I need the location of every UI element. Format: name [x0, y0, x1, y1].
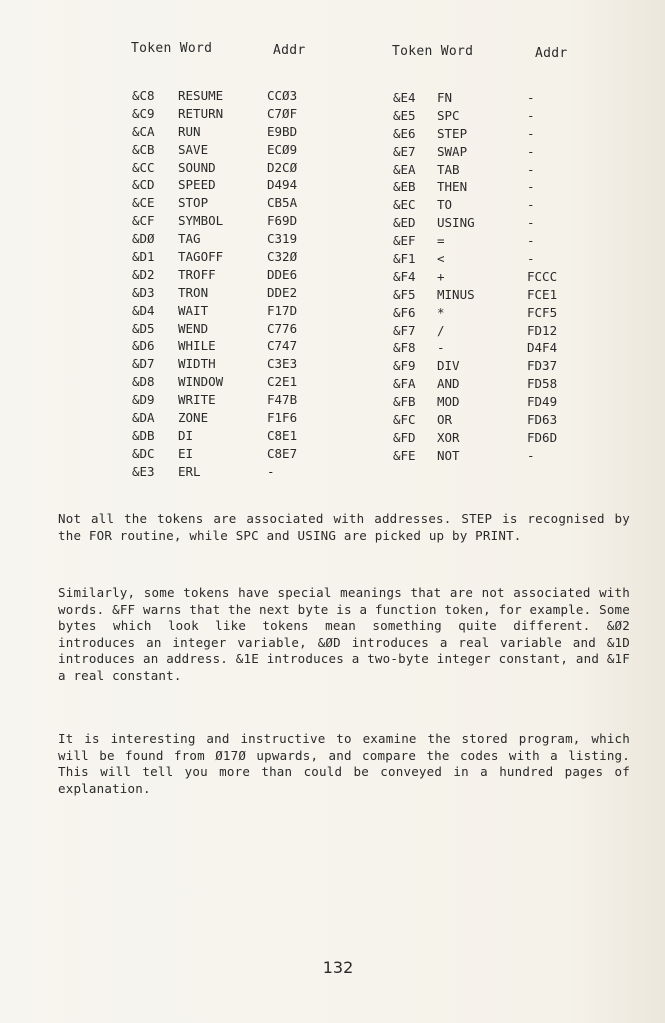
right-table-row-word: AND — [437, 376, 460, 392]
left-table-row-token: &D3 — [132, 284, 155, 300]
paragraph-stored-program: It is interesting and instructive to examine the stored program, which will be found from Ø17Ø upwards, and compare the codes with a listing. This will tell you more than could be conveyed in a hundred pages of explanation. — [58, 731, 630, 796]
right-table-word-column — [437, 89, 475, 465]
right-table-row-word: STEP — [437, 125, 468, 141]
right-table-row-token: &E5 — [393, 107, 416, 123]
left-table-row-word: WIDTH — [178, 356, 216, 372]
left-table-row-word: TAG — [178, 231, 201, 247]
left-table-row-token: &CC — [132, 159, 155, 175]
right-table-row-word: MINUS — [437, 286, 475, 302]
right-table-row-addr: FCE1 — [527, 286, 558, 302]
left-table-row-word: RUN — [178, 123, 201, 139]
right-table-row-word: = — [437, 233, 445, 249]
left-table-row-addr: DDE6 — [267, 266, 298, 282]
right-table-row-token: &F1 — [393, 251, 416, 267]
right-table-row-addr: FD49 — [527, 394, 558, 410]
right-table-row-word: < — [437, 251, 445, 267]
left-table-row-addr: C2E1 — [267, 374, 298, 390]
left-table-row-addr: F69D — [267, 213, 298, 229]
right-header-addr: Addr — [535, 46, 568, 61]
right-table-row-addr: - — [527, 90, 535, 105]
right-table-row-token: &F6 — [393, 304, 416, 320]
left-table-row-word: ZONE — [178, 410, 209, 426]
right-table-row-token: &F9 — [393, 358, 416, 374]
right-table-row-word: * — [437, 304, 445, 320]
left-table-row-word: SAVE — [178, 141, 209, 157]
right-table-row-addr: - — [527, 197, 535, 213]
left-table-row-addr: CCØ3 — [267, 88, 298, 103]
left-table-row-addr: F17D — [267, 302, 298, 318]
left-table-row-word: TAGOFF — [178, 249, 224, 265]
right-table-row-addr: - — [527, 125, 535, 141]
left-table-row-token: &D2 — [132, 266, 155, 282]
right-table-row-addr: - — [527, 107, 535, 123]
right-table-row-token: &E4 — [393, 90, 416, 105]
left-header-addr: Addr — [273, 43, 306, 58]
left-table-row-addr: ECØ9 — [267, 141, 298, 157]
left-table-row-token: &D9 — [132, 392, 155, 408]
left-table-row-word: STOP — [178, 195, 209, 211]
right-table-row-word: TO — [437, 197, 453, 213]
left-table-row-word: SYMBOL — [178, 213, 224, 229]
right-table-row-word: XOR — [437, 429, 460, 445]
left-table-row-token: &DC — [132, 445, 155, 461]
left-table-row-token: &DB — [132, 427, 155, 443]
right-table-row-token: &FA — [393, 376, 416, 392]
right-table-token-column — [393, 89, 416, 465]
left-table-row-addr: C8E1 — [267, 427, 298, 443]
left-table-row-word: WRITE — [178, 392, 216, 408]
right-table-row-addr: - — [527, 215, 535, 231]
left-table-row-token: &C9 — [132, 105, 155, 121]
left-table-row-token: &D5 — [132, 320, 155, 336]
left-table-row-addr: C32Ø — [267, 249, 298, 265]
right-table-row-token: &FD — [393, 429, 416, 445]
left-table-row-word: EI — [178, 445, 194, 461]
right-table-row-addr: FCCC — [527, 268, 558, 284]
left-table-row-word: WEND — [178, 320, 209, 336]
left-table-row-word: WAIT — [178, 302, 209, 318]
right-table-row-addr: FCF5 — [527, 304, 558, 320]
right-table-row-word: USING — [437, 215, 475, 231]
page-number: 132 — [322, 958, 354, 977]
right-table-row-word: TAB — [437, 161, 460, 177]
right-table-row-addr: - — [527, 143, 535, 159]
left-table-row-token: &CE — [132, 195, 155, 211]
left-table-addr-column — [267, 87, 297, 481]
left-table-row-token: &D6 — [132, 338, 155, 354]
left-table-row-word: TROFF — [178, 266, 216, 282]
left-table-row-addr: - — [267, 463, 275, 479]
left-table-row-word: SOUND — [178, 159, 216, 175]
left-table-row-addr: C319 — [267, 231, 298, 247]
right-table-row-token: &FB — [393, 394, 416, 410]
right-table-row-addr: D4F4 — [527, 340, 558, 356]
right-table-row-word: / — [437, 322, 445, 338]
left-table-row-addr: C3E3 — [267, 356, 298, 372]
left-table-row-addr: D2CØ — [267, 159, 298, 175]
left-table-row-token: &DA — [132, 410, 155, 426]
right-table-addr-column — [527, 89, 557, 465]
right-table-row-token: &EB — [393, 179, 416, 195]
right-table-row-word: FN — [437, 90, 453, 105]
right-table-row-addr: FD63 — [527, 412, 558, 428]
left-table-row-addr: DDE2 — [267, 284, 298, 300]
left-table-row-addr: F1F6 — [267, 410, 298, 426]
right-table-row-word: - — [437, 340, 445, 356]
left-table-row-addr: C8E7 — [267, 445, 298, 461]
left-table-row-token: &CA — [132, 123, 155, 139]
left-table-row-token: &DØ — [132, 231, 155, 247]
left-table-row-addr: C7ØF — [267, 105, 298, 121]
right-table-row-addr: FD6D — [527, 429, 558, 445]
left-table-row-word: WINDOW — [178, 374, 224, 390]
right-table-row-addr: - — [527, 179, 535, 195]
left-table-row-token: &CB — [132, 141, 155, 157]
left-table-row-token: &D1 — [132, 249, 155, 265]
right-table-row-word: SPC — [437, 107, 460, 123]
right-table-row-word: OR — [437, 412, 453, 428]
left-table-row-token: &D7 — [132, 356, 155, 372]
right-table-row-token: &E6 — [393, 125, 416, 141]
left-table-row-addr: CB5A — [267, 195, 298, 211]
left-table-row-addr: D494 — [267, 177, 298, 193]
right-table-row-token: &FC — [393, 412, 416, 428]
left-table-row-word: WHILE — [178, 338, 216, 354]
left-table-row-token: &C8 — [132, 88, 155, 103]
right-table-row-word: NOT — [437, 447, 460, 463]
right-table-row-addr: - — [527, 233, 535, 249]
left-table-row-addr: E9BD — [267, 123, 298, 139]
right-table-row-token: &F7 — [393, 322, 416, 338]
right-table-row-token: &F4 — [393, 268, 416, 284]
right-table-row-token: &E7 — [393, 143, 416, 159]
right-table-row-token: &EC — [393, 197, 416, 213]
right-table-row-token: &EA — [393, 161, 416, 177]
left-table-row-addr: C776 — [267, 320, 298, 336]
right-table-row-addr: - — [527, 447, 535, 463]
paragraph-addresses: Not all the tokens are associated with addresses. STEP is recognised by the FOR routine, while SPC and USING are picked up by PRINT. — [58, 511, 630, 543]
right-table-row-addr: - — [527, 161, 535, 177]
left-table-row-token: &D8 — [132, 374, 155, 390]
right-table-row-token: &EF — [393, 233, 416, 249]
left-table-row-addr: C747 — [267, 338, 298, 354]
left-table-row-addr: F47B — [267, 392, 298, 408]
right-table-row-word: DIV — [437, 358, 460, 374]
right-table-row-token: &F8 — [393, 340, 416, 356]
right-table-row-addr: FD58 — [527, 376, 558, 392]
left-table-row-token: &D4 — [132, 302, 155, 318]
right-table-row-token: &F5 — [393, 286, 416, 302]
left-table-row-token: &E3 — [132, 463, 155, 479]
left-table-row-token: &CD — [132, 177, 155, 193]
right-table-row-word: THEN — [437, 179, 468, 195]
left-table-token-column — [132, 87, 155, 481]
left-table-row-word: DI — [178, 427, 194, 443]
left-table-row-word: TRON — [178, 284, 209, 300]
left-table-word-column — [178, 87, 223, 481]
right-table-row-word: MOD — [437, 394, 460, 410]
paragraph-special-meanings: Similarly, some tokens have special meanings that are not associated with words. &FF warns that the next byte is a function token, for example. Some bytes which look like tokens mean something quite different. &Ø2 introduces an integer variable, &ØD introduces a real variable and &1D introduces an address. &1E introduces a two-byte integer constant, and &1F a real constant. — [58, 585, 630, 683]
right-header-token-word: Token Word — [392, 44, 474, 59]
left-table-row-word: SPEED — [178, 177, 216, 193]
left-table-row-word: RESUME — [178, 88, 224, 103]
left-header-token-word: Token Word — [131, 41, 213, 56]
left-table-row-word: ERL — [178, 463, 201, 479]
right-table-row-token: &FE — [393, 447, 416, 463]
right-table-row-word: + — [437, 268, 445, 284]
left-table-row-token: &CF — [132, 213, 155, 229]
right-table-row-token: &ED — [393, 215, 416, 231]
right-table-row-addr: FD37 — [527, 358, 558, 374]
left-table-row-word: RETURN — [178, 105, 224, 121]
right-table-row-addr: FD12 — [527, 322, 558, 338]
right-table-row-addr: - — [527, 251, 535, 267]
right-table-row-word: SWAP — [437, 143, 468, 159]
